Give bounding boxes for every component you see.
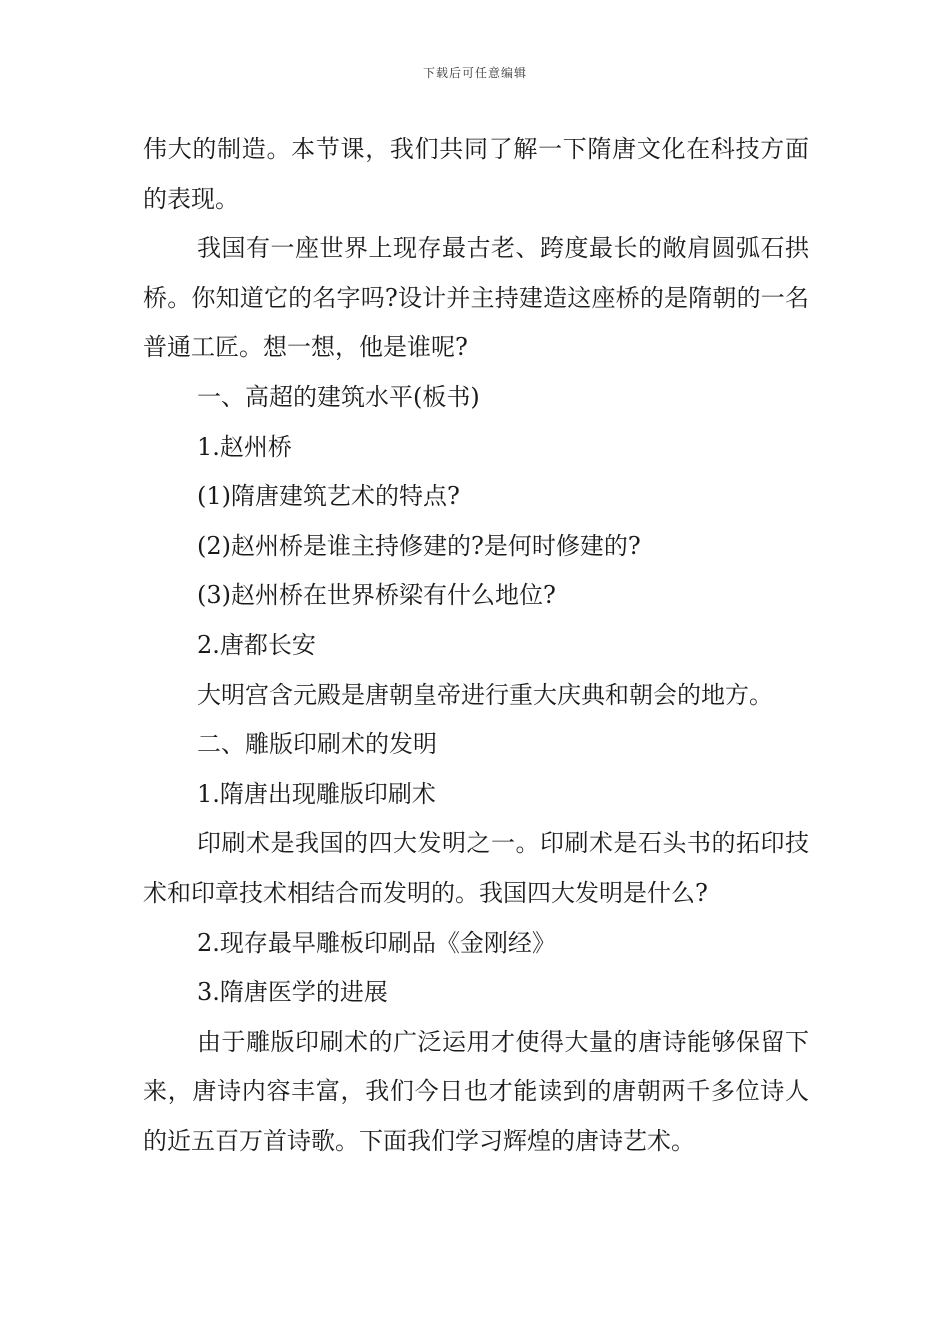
subheading: 2.现存最早雕板印刷品《金刚经》 xyxy=(197,928,556,957)
paragraph: 伟大的制造。本节课，我们共同了解一下隋唐文化在科技方面的表现。 xyxy=(143,135,809,213)
paragraph: 印刷术是我国的四大发明之一。印刷术是石头书的拓印技术和印章技术相结合而发明的。我国四大发明是什么? xyxy=(143,829,809,907)
paragraph: 我国有一座世界上现存最古老、跨度最长的敞肩圆弧石拱桥。你知道它的名字吗?设计并主持建造这座桥的是隋朝的一名普通工匠。想一想，他是谁呢? xyxy=(143,234,809,362)
paragraph: 大明宫含元殿是唐朝皇帝进行重大庆典和朝会的地方。 xyxy=(197,680,773,709)
subheading: 1.赵州桥 xyxy=(197,432,292,461)
subheading: 3.隋唐医学的进展 xyxy=(197,978,388,1007)
page-header: 下载后可任意编辑 xyxy=(422,66,527,80)
document-body xyxy=(143,125,809,1166)
subheading: 2.唐都长安 xyxy=(197,630,316,659)
section-heading: 一、高超的建筑水平(板书) xyxy=(197,382,480,411)
subheading: 1.隋唐出现雕版印刷术 xyxy=(197,779,436,808)
paragraph: 由于雕版印刷术的广泛运用才使得大量的唐诗能够保留下来，唐诗内容丰富，我们今日也才能读到的唐朝两千多位诗人的近五百万首诗歌。下面我们学习辉煌的唐诗艺术。 xyxy=(143,1027,809,1155)
question-item: (2)赵州桥是谁主持修建的?是何时修建的? xyxy=(197,531,641,560)
section-heading: 二、雕版印刷术的发明 xyxy=(197,730,437,759)
question-item: (3)赵州桥在世界桥梁有什么地位? xyxy=(197,581,556,610)
question-item: (1)隋唐建筑艺术的特点? xyxy=(197,482,460,511)
